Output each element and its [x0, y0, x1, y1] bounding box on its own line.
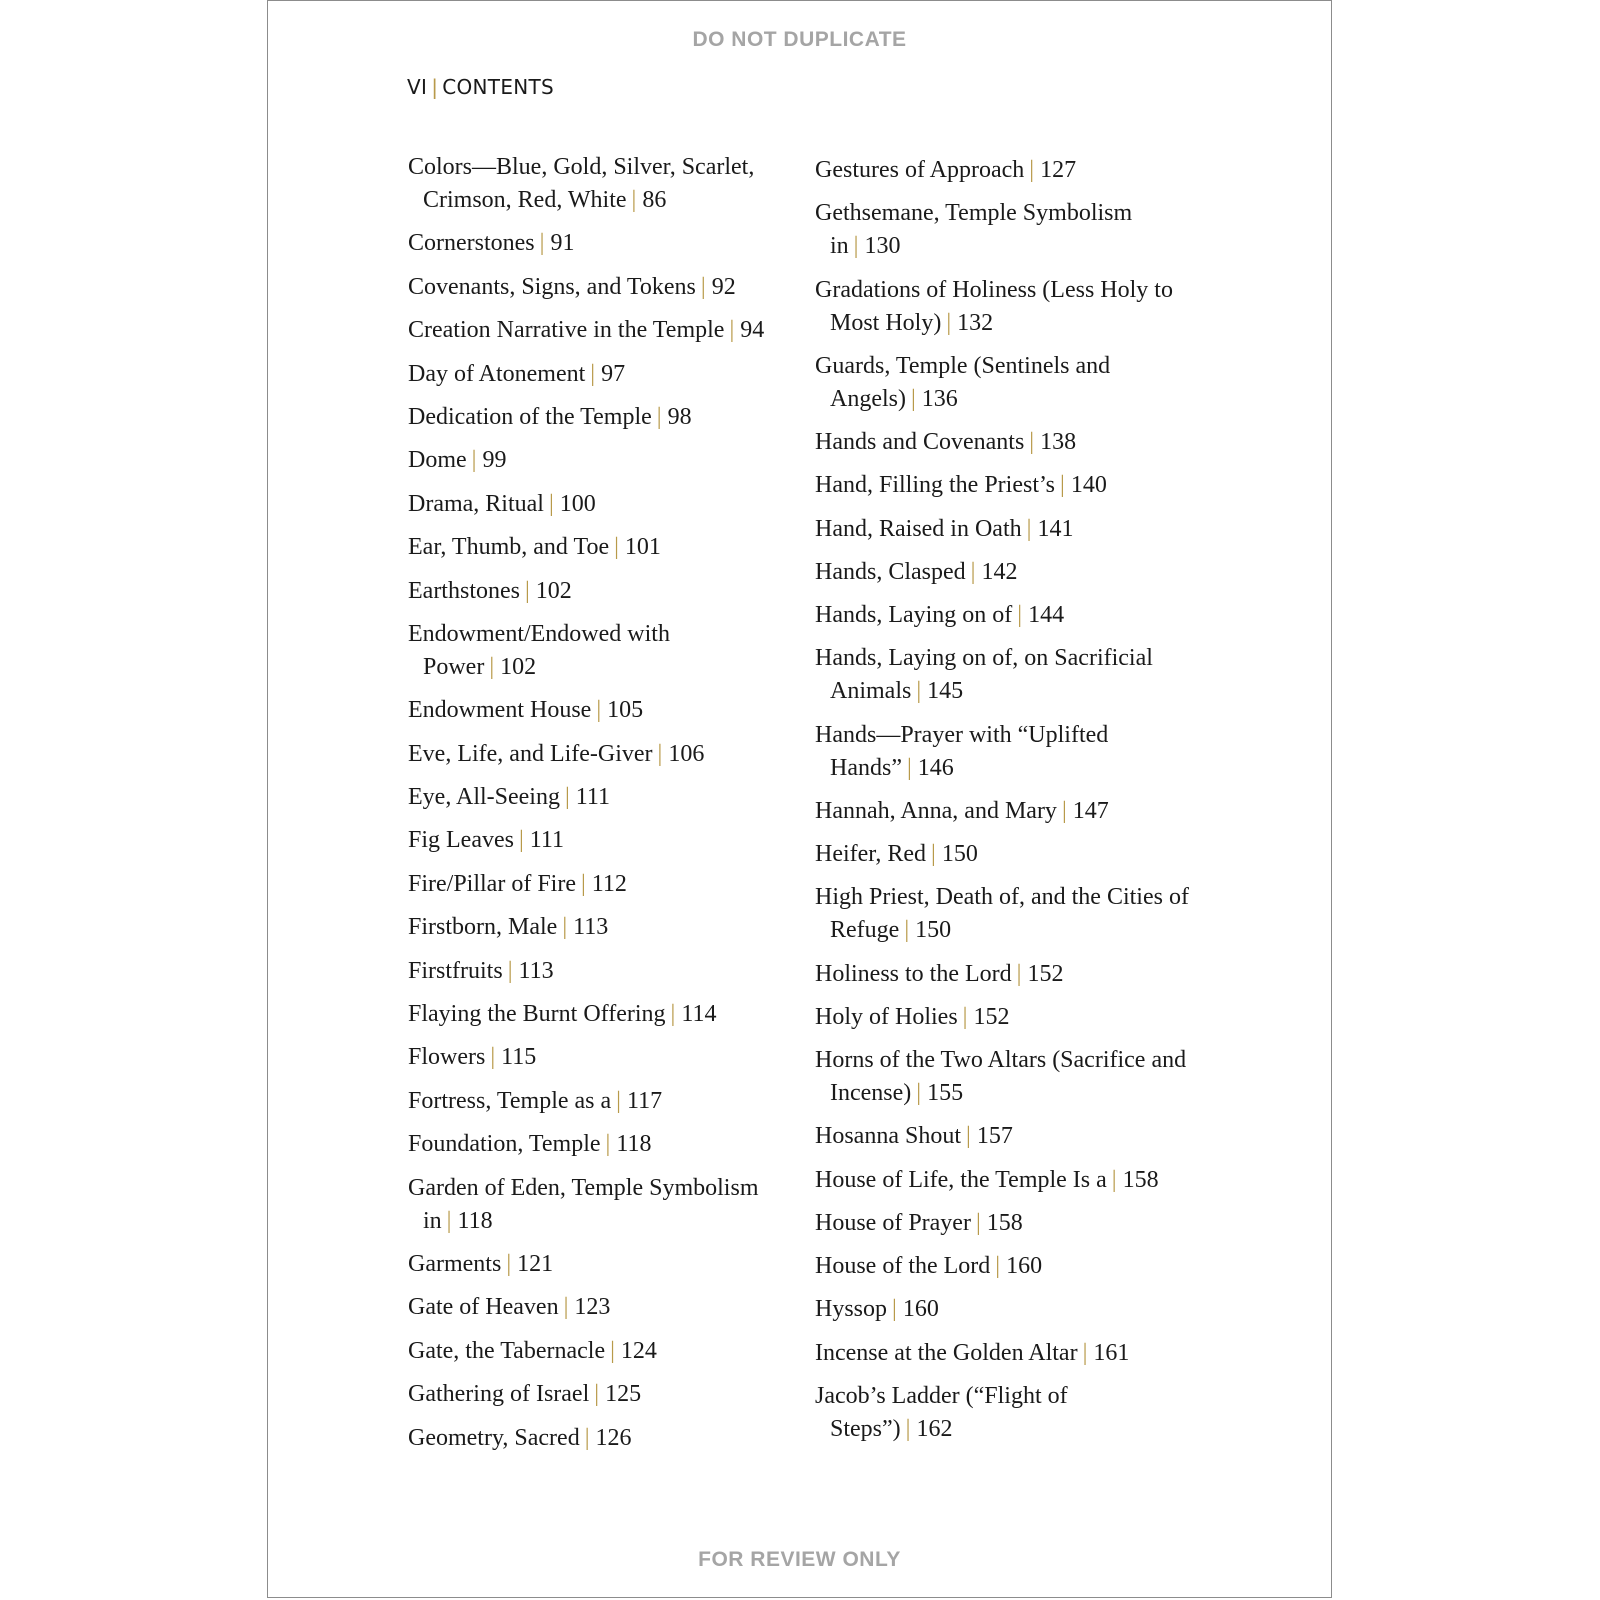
toc-separator: | — [446, 1207, 452, 1234]
toc-entry — [408, 911, 788, 944]
toc-entry-title: Eye, All-Seeing — [408, 784, 560, 811]
toc-column-right — [815, 154, 1195, 1456]
toc-separator: | — [1016, 960, 1022, 987]
toc-entry-page: 150 — [915, 917, 952, 944]
toc-entry-title: Gestures of Approach — [815, 157, 1025, 183]
toc-entry-page: 136 — [921, 385, 958, 412]
toc-separator: | — [1082, 1339, 1088, 1366]
toc-entry-page: 145 — [927, 678, 964, 705]
toc-entry-page: 118 — [457, 1207, 493, 1234]
toc-entry — [408, 955, 788, 988]
toc-separator: | — [584, 1424, 590, 1451]
toc-entry-title: Incense at the Golden Altar — [815, 1339, 1078, 1366]
toc-entry-page: 117 — [626, 1087, 663, 1114]
toc-entry-page: 125 — [605, 1381, 642, 1408]
toc-entry — [815, 513, 1195, 546]
toc-separator: | — [966, 1123, 971, 1150]
toc-entry-page: 124 — [620, 1337, 657, 1364]
toc-entry — [408, 1172, 788, 1238]
toc-entry — [408, 694, 788, 727]
toc-entry-page: 121 — [517, 1250, 554, 1277]
toc-entry-title: Gethsemane, Temple Symbolism in — [815, 200, 1133, 260]
toc-entry — [815, 1044, 1195, 1110]
toc-entry-page: 114 — [681, 1001, 717, 1028]
toc-entry-page: 160 — [902, 1296, 939, 1323]
toc-entry-page: 91 — [550, 230, 575, 257]
toc-separator: | — [1061, 797, 1067, 824]
toc-separator: | — [518, 827, 524, 854]
toc-separator: | — [975, 1209, 981, 1236]
toc-entry-page: 127 — [1040, 157, 1077, 183]
toc-entry — [408, 1041, 788, 1074]
toc-entry-title: Garden of Eden, Temple Symbolism in — [408, 1174, 759, 1234]
toc-separator: | — [490, 1044, 496, 1071]
toc-entry-title: Endowment House — [408, 697, 592, 724]
toc-entry-title: Foundation, Temple — [408, 1131, 601, 1158]
toc-entry-title: Hands, Laying on of, on Sacrificial Animals — [815, 645, 1153, 705]
toc-entry-title: Eve, Life, and Life-Giver — [408, 740, 653, 767]
toc-separator: | — [906, 754, 912, 781]
toc-entry-title: Endowment/Endowed with Power — [408, 620, 670, 680]
toc-separator: | — [605, 1131, 611, 1158]
toc-entry — [408, 531, 788, 564]
toc-entry-title: High Priest, Death of, and the Cities of Refuge — [815, 884, 1189, 944]
toc-separator: | — [564, 784, 570, 811]
toc-separator: | — [656, 403, 662, 430]
toc-entry-page: 92 — [711, 273, 736, 300]
toc-separator: | — [892, 1296, 897, 1323]
toc-separator: | — [853, 233, 859, 260]
toc-entry-page: 105 — [607, 697, 644, 724]
toc-entry-title: Ear, Thumb, and Toe — [408, 534, 610, 561]
toc-separator: | — [670, 1001, 676, 1028]
toc-entry-page: 98 — [667, 403, 692, 430]
toc-entry — [815, 838, 1195, 871]
toc-entry-title: Gathering of Israel — [408, 1381, 590, 1408]
toc-entry-title: Firstborn, Male — [408, 914, 558, 941]
toc-entry-page: 106 — [668, 740, 705, 767]
toc-entry-page: 142 — [981, 558, 1018, 585]
toc-separator: | — [610, 1337, 615, 1364]
toc-separator: | — [970, 558, 976, 585]
toc-separator: | — [962, 1003, 968, 1030]
toc-entry — [408, 824, 788, 857]
header-divider: | — [431, 75, 439, 99]
toc-entry-title: Horns of the Two Altars (Sacrifice and Incense) — [815, 1047, 1187, 1106]
toc-entry — [815, 881, 1195, 947]
toc-entry-title: Guards, Temple (Sentinels and Angels) — [815, 352, 1111, 412]
toc-entry — [815, 795, 1195, 828]
toc-entry-page: 161 — [1093, 1339, 1130, 1366]
toc-separator: | — [657, 740, 663, 767]
toc-entry — [408, 358, 788, 391]
toc-entry-title: Gradations of Holiness (Less Holy to Most Holy) — [815, 276, 1173, 336]
toc-entry-page: 86 — [642, 187, 667, 213]
toc-entry-title: Jacob’s Ladder (“Flight of Steps”) — [815, 1382, 1068, 1442]
toc-entry — [408, 488, 788, 521]
toc-separator: | — [614, 534, 619, 561]
toc-entry — [408, 618, 788, 684]
toc-entry — [815, 1207, 1195, 1240]
toc-entry — [408, 1378, 788, 1411]
toc-entry — [815, 1164, 1195, 1197]
toc-entry — [815, 599, 1195, 632]
toc-entry-title: Hannah, Anna, and Mary — [815, 797, 1057, 824]
toc-entry-title: Hands—Prayer with “Uplifted Hands” — [815, 721, 1109, 781]
toc-entry — [408, 998, 788, 1031]
toc-entry-page: 101 — [624, 534, 661, 561]
toc-entry-title: Hands and Covenants — [815, 429, 1025, 455]
toc-entry — [815, 1120, 1195, 1153]
toc-entry-title: Cornerstones — [408, 230, 535, 257]
toc-entry-title: Earthstones — [408, 577, 520, 604]
toc-entry — [408, 781, 788, 814]
toc-entry — [815, 556, 1195, 589]
toc-entry-title: Drama, Ritual — [408, 490, 544, 517]
toc-entry — [815, 1293, 1195, 1326]
toc-entry-page: 130 — [864, 233, 901, 260]
toc-entry-page: 132 — [957, 309, 994, 336]
toc-entry-page: 162 — [916, 1415, 953, 1442]
toc-separator: | — [507, 957, 513, 984]
toc-entry-page: 102 — [500, 653, 537, 680]
toc-column-left — [408, 151, 788, 1465]
toc-separator: | — [596, 697, 602, 724]
toc-entry-page: 140 — [1070, 472, 1107, 499]
toc-entry-title: Flaying the Burnt Offering — [408, 1001, 666, 1028]
watermark-bottom: FOR REVIEW ONLY — [698, 1548, 901, 1571]
page-number: VI — [407, 75, 428, 99]
toc-entry-page: 146 — [917, 754, 954, 781]
toc-entry-title: Colors—Blue, Gold, Silver, Scarlet, Crimson, Red, White — [408, 154, 755, 213]
toc-separator: | — [910, 385, 916, 412]
toc-entry-page: 144 — [1028, 602, 1065, 628]
toc-separator: | — [916, 678, 922, 705]
toc-separator: | — [594, 1381, 600, 1408]
toc-entry-title: Flowers — [408, 1044, 486, 1071]
toc-separator: | — [729, 317, 735, 344]
toc-entry — [815, 274, 1195, 340]
page-title: CONTENTS — [442, 75, 555, 99]
toc-separator: | — [995, 1253, 1001, 1279]
toc-separator: | — [631, 187, 637, 213]
toc-separator: | — [1060, 472, 1065, 499]
toc-entry-title: Dome — [408, 447, 467, 474]
toc-entry-page: 100 — [559, 490, 596, 517]
toc-entry — [815, 1337, 1195, 1370]
toc-entry-page: 152 — [1027, 960, 1064, 987]
toc-entry — [408, 151, 788, 217]
toc-entry — [815, 958, 1195, 991]
toc-entry-title: Holiness to the Lord — [815, 960, 1012, 987]
toc-entry — [408, 868, 788, 901]
toc-entry — [408, 1248, 788, 1281]
toc-entry-title: Gate of Heaven — [408, 1294, 559, 1321]
toc-separator: | — [700, 273, 706, 300]
toc-entry-title: House of Life, the Temple Is a — [815, 1166, 1107, 1193]
toc-entry-page: 99 — [482, 447, 507, 474]
toc-entry — [815, 1250, 1195, 1283]
toc-entry-page: 160 — [1006, 1253, 1043, 1279]
toc-entry-page: 112 — [591, 870, 627, 897]
toc-entry-page: 113 — [518, 957, 554, 984]
book-page — [267, 0, 1332, 1598]
toc-entry — [408, 444, 788, 477]
toc-separator: | — [563, 1294, 569, 1321]
toc-separator: | — [905, 1415, 911, 1442]
toc-separator: | — [489, 653, 495, 680]
toc-entry-page: 102 — [535, 577, 572, 604]
toc-separator: | — [931, 841, 936, 867]
toc-entry-page: 123 — [574, 1294, 611, 1321]
toc-separator: | — [590, 360, 596, 387]
toc-entry — [815, 1001, 1195, 1034]
toc-entry — [408, 1291, 788, 1324]
toc-entry — [408, 314, 788, 347]
toc-entry-title: Hand, Filling the Priest’s — [815, 472, 1055, 499]
toc-entry-page: 111 — [575, 784, 610, 811]
toc-separator: | — [916, 1080, 922, 1106]
toc-entry-page: 113 — [573, 914, 609, 941]
toc-entry-title: Gate, the Tabernacle — [408, 1337, 606, 1364]
toc-entry-title: Hyssop — [815, 1296, 888, 1323]
toc-separator: | — [539, 230, 545, 257]
toc-entry-title: Dedication of the Temple — [408, 403, 652, 430]
toc-entry — [815, 719, 1195, 785]
toc-entry-page: 152 — [973, 1003, 1010, 1030]
toc-entry-page: 158 — [1122, 1166, 1159, 1193]
toc-entry-title: Day of Atonement — [408, 360, 586, 387]
toc-separator: | — [524, 577, 530, 604]
toc-separator: | — [1111, 1166, 1117, 1193]
toc-entry-page: 94 — [740, 317, 765, 344]
toc-entry — [815, 426, 1195, 459]
watermark-top: DO NOT DUPLICATE — [692, 28, 907, 51]
toc-entry-title: Firstfruits — [408, 957, 503, 984]
toc-separator: | — [471, 447, 477, 474]
toc-entry — [408, 1422, 788, 1455]
toc-entry — [815, 154, 1195, 187]
toc-entry — [815, 642, 1195, 708]
toc-entry-page: 158 — [986, 1209, 1023, 1236]
toc-separator: | — [1029, 429, 1035, 455]
toc-separator: | — [562, 914, 568, 941]
toc-entry — [815, 469, 1195, 502]
toc-separator: | — [1029, 157, 1035, 183]
toc-entry — [408, 271, 788, 304]
toc-entry — [815, 197, 1195, 263]
toc-entry-title: Garments — [408, 1250, 502, 1277]
toc-entry-page: 126 — [595, 1424, 632, 1451]
toc-entry-title: Hands, Clasped — [815, 558, 966, 585]
toc-entry-page: 97 — [601, 360, 626, 387]
toc-entry — [408, 575, 788, 608]
toc-entry-title: Creation Narrative in the Temple — [408, 317, 725, 344]
toc-entry-page: 111 — [529, 827, 565, 854]
toc-entry-title: Hands, Laying on of — [815, 602, 1013, 628]
toc-entry — [408, 1335, 788, 1368]
toc-entry — [408, 401, 788, 434]
toc-entry-title: Hosanna Shout — [815, 1123, 961, 1150]
toc-entry — [408, 227, 788, 260]
toc-entry — [815, 1380, 1195, 1446]
toc-entry — [408, 738, 788, 771]
toc-entry-title: Covenants, Signs, and Tokens — [408, 273, 696, 300]
toc-entry — [815, 350, 1195, 416]
toc-entry-title: Holy of Holies — [815, 1003, 958, 1030]
toc-entry-title: House of Prayer — [815, 1209, 971, 1236]
toc-separator: | — [904, 917, 910, 944]
toc-separator: | — [1026, 515, 1032, 542]
toc-entry-title: Geometry, Sacred — [408, 1424, 580, 1451]
toc-separator: | — [616, 1087, 621, 1114]
toc-entry-title: Fortress, Temple as a — [408, 1087, 612, 1114]
toc-entry-page: 138 — [1040, 429, 1077, 455]
toc-separator: | — [946, 309, 952, 336]
toc-entry-title: Fig Leaves — [408, 827, 514, 854]
toc-separator: | — [580, 870, 586, 897]
toc-entry — [408, 1085, 788, 1118]
toc-entry-title: House of the Lord — [815, 1253, 991, 1279]
running-head — [407, 75, 554, 99]
toc-entry — [408, 1128, 788, 1161]
toc-entry-page: 147 — [1072, 797, 1109, 824]
toc-entry-page: 157 — [976, 1123, 1013, 1150]
toc-entry-page: 115 — [501, 1044, 537, 1071]
toc-entry-page: 118 — [616, 1131, 652, 1158]
toc-entry-page: 150 — [941, 841, 978, 867]
toc-separator: | — [548, 490, 554, 517]
toc-entry-page: 155 — [927, 1080, 964, 1106]
toc-separator: | — [1017, 602, 1023, 628]
toc-entry-title: Heifer, Red — [815, 841, 926, 867]
toc-entry-page: 141 — [1037, 515, 1074, 542]
toc-separator: | — [506, 1250, 512, 1277]
toc-entry-title: Hand, Raised in Oath — [815, 515, 1022, 542]
toc-entry-title: Fire/Pillar of Fire — [408, 870, 576, 897]
